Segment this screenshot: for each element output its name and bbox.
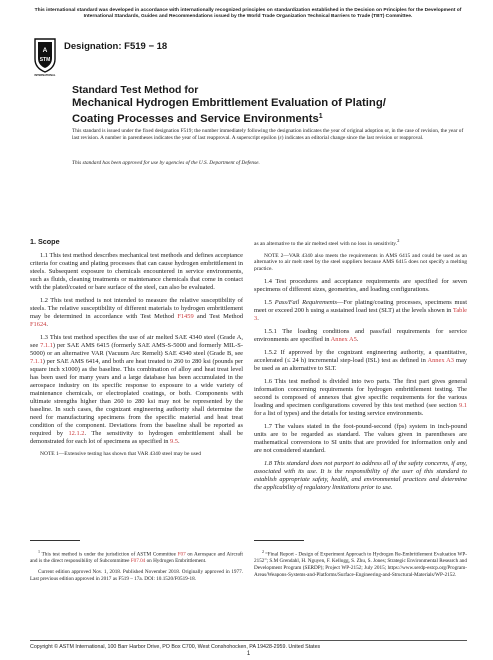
- note-1: NOTE 1—Extensive testing has shown that VAR 4340 steel may be used: [40, 451, 201, 457]
- ref-link[interactable]: Table 3: [254, 307, 467, 323]
- paragraph-1-8: 1.8 This standard does not purport to address all of the safety concerns, if any, associated with its use. It is the responsibility of the user of this standard to establish appropriate safety, health, and environmental practices and determine the applicability of regulatory limitations prior to use.: [254, 460, 467, 492]
- copyright: Copyright © ASTM International, 100 Barr Harbor Drive, PO Box C700, West Conshohocken, PA 19428-2959. United States: [30, 644, 321, 650]
- footnote-1: $^1$ This test method is under the jurisdiction of ASTM Committee F07 on Aerospace and Aircraft and is the direct responsibility of Subcommittee F07.04 on Hydrogen Embrittlement.: [30, 549, 243, 565]
- note-1-continued: as an alternative to the air melted steel with no loss in sensitivity.$^2$: [254, 238, 400, 247]
- paragraph-1-1: 1.1 This test method describes mechanical test methods and defines acceptance criteria for coating and plating processes that can cause hydrogen embrittlement in steels. Subsequent exposure to chemicals encountered in service environments, such as fluids, cleaning treatments or maintenance chemicals that come in contact with the plated/coated or bare surface of the steel, can also be evaluated.: [30, 252, 243, 291]
- astm-logo: [32, 37, 58, 77]
- ref-link[interactable]: F1624: [30, 321, 47, 328]
- edition-note: Current edition approved Nov. 1, 2018. Published November 2018. Originally approved in 1977. Last previous edition approved in 2017 as F519 – 17a. DOI: 10.1520/F0519-18.: [30, 568, 243, 582]
- designation: Designation: F519 − 18: [64, 41, 168, 52]
- footnote-rule: [30, 540, 80, 541]
- footer: [30, 640, 467, 657]
- title-line-1: Standard Test Method for: [72, 84, 199, 96]
- title-line-3: Coating Processes and Service Environments: [72, 113, 319, 125]
- wto-notice: This international standard was developed in accordance with internationally recognized principles on standardization established in the Decision on Principles for the Development of International Standards, Guides and Recommendations issued by the World Trade Organization Technical Barriers to Trade (TBT) Committee.: [34, 8, 462, 19]
- issue-note: This standard is issued under the fixed designation F519; the number immediately following the designation indicates the year of original adoption or, in the case of revision, the year of last revision. A number in parentheses indicates the year of last reapproval. A superscript epsilon (ε) indicates an editorial change since the last revision or reapproval.: [72, 128, 464, 141]
- right-column: [254, 238, 467, 497]
- paragraph-1-5: 1.5 Pass/Fail Requirements—For plating/coating processes, specimens must meet or exceed 200 h using a sustained load test (SLT) at the levels shown in Table 3.: [254, 299, 467, 323]
- ref-link[interactable]: 7.1.1: [30, 358, 43, 365]
- note-2: NOTE 2—VAR 4340 also meets the requirements in AMS 6415 and could be used as an alternative to air melt steel by the steel suppliers because AMS 6415 does not specify a melting practice.: [254, 252, 467, 273]
- approval-note: This standard has been approved for use by agencies of the U.S. Department of Defense.: [72, 160, 260, 166]
- footnotes-right: [254, 540, 467, 582]
- ref-link[interactable]: F1459: [177, 313, 194, 320]
- ref-link[interactable]: 9.1: [459, 402, 467, 410]
- paragraph-1-2: 1.2 This test method is not intended to measure the relative susceptibility of steels. The relative susceptibility of different materials to hydrogen embrittlement may be determined in accordance with Test Method F1459 and Test Method F1624.: [30, 297, 244, 328]
- svg-text:STM: STM: [39, 57, 51, 63]
- footnote-2: $^2$ “Final Report - Design of Experiment Approach to Hydrogen Re-Embrittlement Evaluation WP-2152”; S.M Grendahl, H. Nguyen, F. Kellogg, S. Zhu, S. Jones; Strategic Environmental Research and Development Program (SERDP); Project WP-2152; July 2015; https://www.serdp-estcp.org/Program-Areas/Weapons-Systems-and-Platforms/Surface-Engineering-and-Structural-Materials/WP-2152.: [254, 549, 467, 578]
- paragraph-1-6: 1.6 This test method is divided into two parts. The first part gives general information concerning requirements for hydrogen embrittlement testing. The second is composed of annexes that give specific requirements for the various loading and specimen configurations covered by this test method (see section 9.1 for a list of types) and the details for testing service environments.: [254, 378, 467, 418]
- footnote-rule: [254, 540, 304, 541]
- ref-link[interactable]: F07: [177, 551, 186, 558]
- paragraph-1-7: 1.7 The values stated in the foot-pound-second (fps) system in inch-pound units are to be regarded as standard. The values given in parentheses are mathematical conversions to SI units that are provided for information only and are not considered standard.: [254, 423, 467, 455]
- ref-link[interactable]: F07.04: [130, 558, 146, 565]
- svg-text:INTERNATIONAL: INTERNATIONAL: [34, 74, 56, 77]
- ref-link[interactable]: 12.1.2: [68, 430, 85, 437]
- paragraph-1-3: 1.3 This test method specifies the use of air melted SAE 4340 steel (Grade A, see 7.1.1) per SAE AMS 6415 (formerly SAE AMS-S-5000 and formerly MIL-S-5000) or an alternative VAR (Vacuum Arc Remelt) SAE 4340 steel (Grade B, see 7.1.1) per SAE AMS 6414, and both are heat treated to 260 to 280 ksi (pounds per square inch x1000) as the baseline. This combination of alloy and heat treat level has been used for many years and a large database has been accumulated in the aerospace industry on its specific response to exposure to a wide variety of maintenance chemicals, or electroplated coatings, or both. Components with ultimate strengths higher than 260 to 280 ksi may not be represented by the baseline. In such cases, the cognizant engineering authority shall determine the need for manufacturing specimens from the specific material and heat treat condition of the component. Deviations from the baseline shall be reported as required by 12.1.2. The sensitivity to hydrogen embrittlement shall be demonstrated for each lot of specimens as specified in 9.5.: [30, 334, 243, 445]
- document-title: [72, 84, 432, 126]
- title-line-2: Mechanical Hydrogen Embrittlement Evaluation of Plating/: [72, 97, 386, 109]
- paragraph-1-5-2: 1.5.2 If approved by the cognizant engineering authority, a quantitative, accelerated (≤ 24 h) incremental step-load (ISL) test as defined in Annex A3 may be used as an alternative to SLT.: [254, 349, 468, 373]
- paragraph-1-5-1: 1.5.1 The loading conditions and pass/fail requirements for service environments are specified in Annex A5.: [254, 328, 467, 344]
- footnotes-left: [30, 540, 243, 586]
- ref-link[interactable]: 7.1.1: [40, 342, 53, 349]
- svg-text:A: A: [42, 47, 48, 54]
- ref-link[interactable]: Annex A5: [330, 336, 357, 344]
- paragraph-1-4: 1.4 Test procedures and acceptance requirements are specified for seven specimens of different sizes, geometries, and loading configurations.: [254, 278, 467, 294]
- section-heading: 1. Scope: [30, 237, 60, 246]
- ref-link[interactable]: 9.5: [170, 438, 179, 445]
- ref-link[interactable]: Annex A3: [427, 357, 454, 365]
- left-column: [30, 238, 243, 463]
- title-footnote-mark: 1: [318, 113, 323, 120]
- page-number: 1: [246, 651, 251, 657]
